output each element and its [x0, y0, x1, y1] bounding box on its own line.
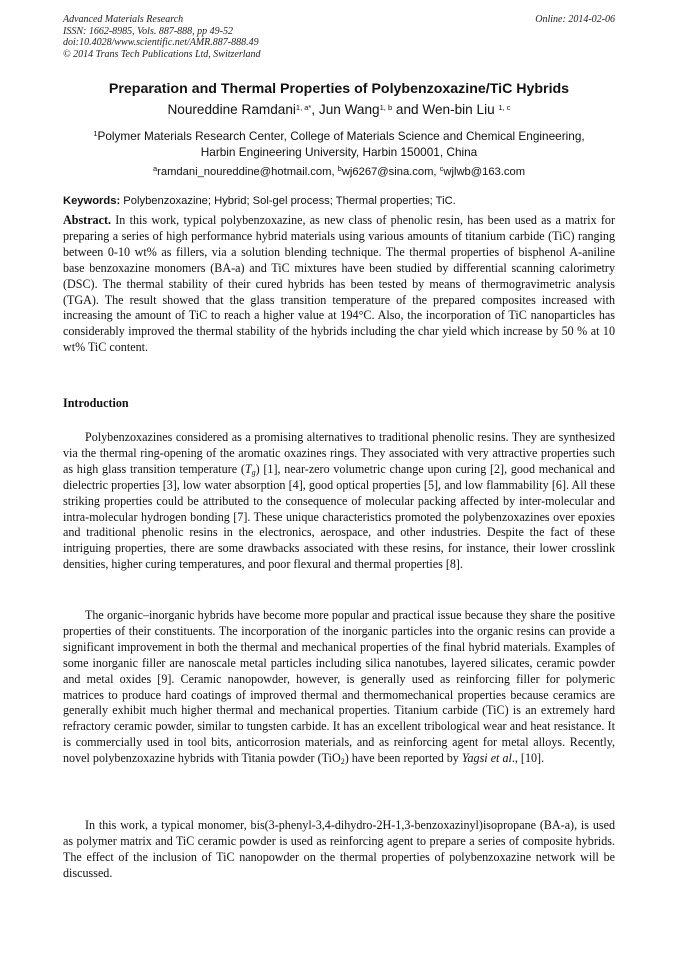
author-superscript: 1, a* — [295, 103, 312, 112]
copyright-line: © 2014 Trans Tech Publications Ltd, Switzerland — [63, 48, 261, 60]
journal-header — [63, 14, 261, 60]
keywords-text: Polybenzoxazine; Hybrid; Sol-gel process; Thermal properties; TiC. — [120, 195, 456, 207]
abstract — [63, 213, 615, 356]
affiliation-line: Harbin Engineering University, Harbin 150001, China — [200, 145, 478, 159]
email-link[interactable]: wjlwb@163.com — [443, 166, 526, 178]
abstract-label: Abstract. — [63, 213, 112, 227]
issn-line: ISSN: 1662-8985, Vols. 887-888, pp 49-52 — [63, 25, 233, 37]
author-superscript: 1, b — [379, 103, 393, 112]
keywords-label: Keywords: — [63, 195, 121, 207]
paragraph-text: ) have been reported by — [344, 751, 462, 766]
affiliation — [40, 128, 638, 160]
email-superscript: a — [152, 164, 158, 173]
paragraph-text: Polybenzoxazines considered as a promising alternatives to traditional phenolic resins. They are synthesized via the thermal ring-opening of the aromatic oxazines rings. They associated with very attractive properties such as high glass transition temperature ( — [63, 430, 615, 476]
email-superscript: b — [337, 164, 342, 173]
journal-name: Advanced Materials Research — [63, 14, 184, 25]
intro-paragraph-1 — [63, 430, 615, 573]
intro-paragraph-3 — [63, 818, 615, 882]
keywords — [63, 195, 623, 207]
subscript: 2 — [340, 757, 345, 767]
intro-paragraph-2 — [63, 608, 615, 767]
paper-title: Preparation and Thermal Properties of Polybenzoxazine/TiC Hybrids — [108, 81, 570, 97]
author-name: and Wen-bin Liu — [392, 102, 499, 117]
tg-subscript: g — [251, 467, 256, 477]
paragraph-text: In this work, a typical monomer, bis(3-phenyl-3,4-dihydro-2H-1,3-benzoxazinyl)isopropane (BA-a), is used as polymer matrix and TiC ceramic powder is used as reinforcing agent to prepare a series of composite hybrids. The effect of the inclusion of TiC nanopowder on the thermal properties of polybenzoxazine network will be discussed. — [63, 818, 615, 880]
paragraph-text: The organic–inorganic hybrids have become more popular and practical issue because they share the positive properties of their constituents. The incorporation of the inorganic particles into the organic resins can provide a significant improvement in both the thermal and mechanical properties of the final hybrid materials. Examples of some inorganic filler are nanoscale metal particles including silica nanotubes, layered silicates, ceramic powder and metal oxides [9]. Ceramic nanopowder, however, is generally used as reinforcing filler for polymeric matrices to produce hard coatings of improved thermal and thermomechanical properties because ceramics are generally exhibit much higher thermal and mechanical properties. Titanium carbide (TiC) is an extremely hard refractory ceramic powder, similar to tungsten carbide. It has an excellent tribological wear and heat resistance. It is commercially used in tool bits, anticorrosion materials, and as reinforcing agent for metal alloys. Recently, novel polybenzoxazine hybrids with Titania powder (TiO — [63, 608, 615, 766]
email-link[interactable]: wj6267@sina.com, — [341, 166, 440, 178]
author-list — [40, 102, 638, 117]
tg-letter: T — [244, 461, 252, 476]
author-emails — [40, 166, 638, 178]
paragraph-text: ) [1], near-zero volumetric change upon curing [2], good mechanical and dielectric properties [3], low water absorption [4], good optical properties [5], and low flammability [6]. All these striking properties could be attributed to the consequence of molecular packing affected by inter-molecular and intra-molecular hydrogen bonding [7]. These unique characteristics promoted the polybenzoxazines over epoxies and traditional phenolic resins in the electronics, aerospace, and other industries. Despite the fact of these intriguing properties, there are some drawbacks associated with these resins, for instance, their lower crosslink densities, higher curing temperatures, and poor flexural and thermal properties [8]. — [63, 461, 616, 572]
email-link[interactable]: ramdani_noureddine@hotmail.com, — [157, 166, 338, 178]
section-heading-introduction: Introduction — [63, 396, 129, 410]
online-date: Online: 2014-02-06 — [535, 14, 615, 25]
tg-symbol — [245, 462, 256, 476]
email-superscript: c — [439, 164, 444, 173]
paragraph-text: ., [10]. — [511, 751, 545, 766]
affiliation-line: Polymer Materials Research Center, College of Materials Science and Chemical Engineering, — [97, 129, 585, 143]
abstract-text: In this work, typical polybenzoxazine, as new class of phenolic resin, has been used as a matrix for preparing a series of high performance hybrid materials using various amounts of titanium carbide (TiC) ranging between 0-10 wt% as fillers, via a solution blending technique. The thermal properties of bisphenol A-aniline base benzoxazine monomers (BA-a) and TiC mixtures have been studied by differential scanning calorimetry (DSC). The thermal stability of their cured hybrids has been tested by means of thermogravimetric analysis (TGA). The result showed that the glass transition temperature of the prepared composites increased with increasing the amount of TiC to reach a higher value at 194°C. Also, the incorporation of TiC nanoparticles has considerably improved the thermal stability of the hybrids including the char yield which increase by 50 % at 10 wt% TiC content. — [63, 213, 615, 355]
author-name: Noureddine Ramdani — [167, 102, 296, 117]
author-name: , Jun Wang — [311, 102, 380, 117]
affiliation-superscript: 1 — [93, 129, 98, 138]
doi-line: doi:10.4028/www.scientific.net/AMR.887-888.49 — [63, 37, 259, 48]
author-superscript: 1, c — [498, 103, 511, 112]
citation-italic: Yagsi et al — [461, 751, 512, 766]
